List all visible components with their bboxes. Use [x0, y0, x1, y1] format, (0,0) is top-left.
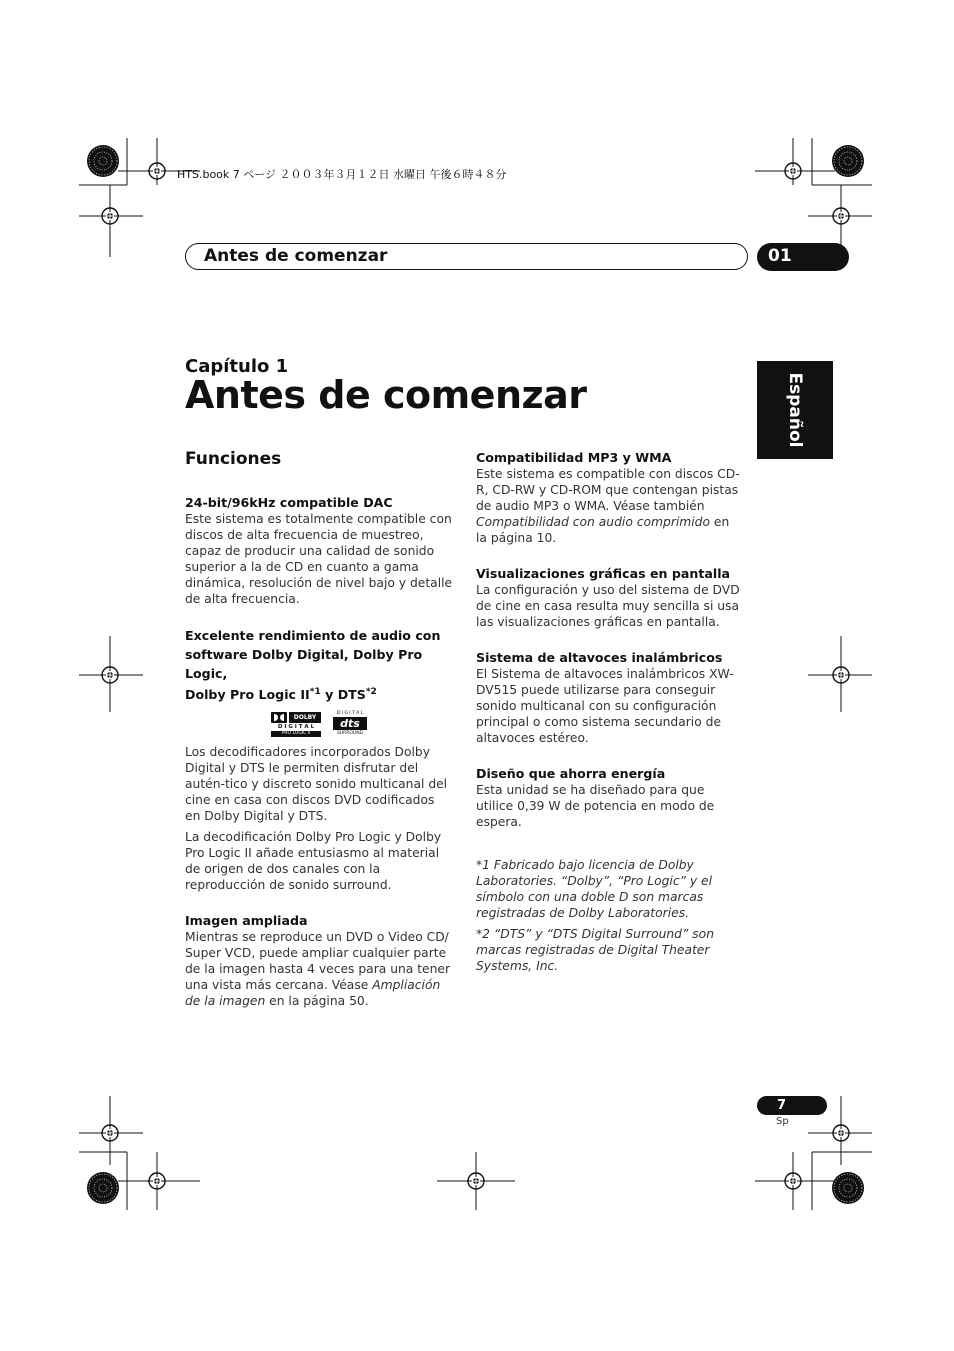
chapter-number: 01: [768, 246, 792, 266]
dts-logo-mid: dts: [333, 717, 367, 730]
dac-heading: 24-bit/96kHz compatible DAC: [185, 495, 393, 510]
footnote-2: *2 “DTS” y “DTS Digital Surround” son marcas registradas de Digital Theater Systems, Inc.: [476, 927, 714, 973]
dolby-logo-mid: D I G I T A L: [277, 724, 315, 731]
dolby-body-1: Los decodificadores incorporados Dolby Digital y DTS le permiten disfrutar del autén-tico y discreto sonido multicanal del cine en casa con discos DVD codificados en Dolby Digital y DTS.: [185, 745, 448, 824]
osd-heading: Visualizaciones gráficas en pantalla: [476, 566, 731, 581]
dts-logo-bottom: SURROUND: [336, 731, 364, 737]
dolby-body-2: La decodificación Dolby Pro Logic y Dolby Pro Logic II añade entusiasmo al material de origen de dos canales con la reproducción de sonido surround.: [185, 830, 442, 893]
print-info-line: HTS.book 7 ページ ２００３年３月１２日 水曜日 午後６時４８分: [177, 168, 507, 181]
dolby-digital-logo: [271, 712, 321, 736]
dts-logo: [333, 711, 367, 737]
page-title: Antes de comenzar: [185, 373, 587, 417]
wireless-body: El Sistema de altavoces inalámbricos XW-DV515 puede utilizarse para conseguir sonido multicanal con su configuración principal o como sistema secundario de altavoces estéreo.: [476, 667, 734, 745]
dolby-dd-icon: [271, 712, 287, 723]
left-column: [185, 448, 453, 1009]
footnote-1: *1 Fabricado bajo licencia de Dolby Laboratories. “Dolby”, “Pro Logic” y el símbolo con una doble D son marcas registradas de Dolby Laboratories.: [476, 858, 713, 920]
zoom-body: Mientras se reproduce un DVD o Video CD/ Super VCD, puede ampliar cualquier parte de la imagen hasta 4 veces para una tener una vista más cercana. Véase Ampliación de la imagen en la página 50.: [185, 930, 451, 1009]
page-number-badge: [757, 1096, 827, 1115]
mp3-body: Este sistema es compatible con discos CD-R, CD-RW y CD-ROM que contengan pistas de audio MP3 o WMA. Véase también Compatibilidad con audio comprimido en la página 10.: [476, 467, 740, 545]
mp3-heading: Compatibilidad MP3 y WMA: [476, 450, 672, 465]
page-language-code: Sp: [776, 1116, 789, 1127]
header-title: Antes de comenzar: [204, 246, 388, 266]
dts-logo-top: D I G I T A L: [336, 711, 364, 717]
audio-format-logos: [185, 704, 453, 744]
page-number: 7: [777, 1098, 787, 1113]
dolby-logo-top: DOLBY: [289, 712, 321, 723]
zoom-heading: Imagen ampliada: [185, 913, 308, 929]
dolby-logo-bottom: PRO LOGIC II: [271, 731, 321, 737]
language-tab-label: Español: [785, 372, 805, 448]
chapter-label: Capítulo 1: [185, 356, 289, 377]
section-title-funciones: Funciones: [185, 449, 282, 469]
right-column: [476, 449, 744, 974]
osd-body: La configuración y uso del sistema de DVD de cine en casa resulta muy sencilla si usa las visualizaciones gráficas en pantalla.: [476, 583, 740, 629]
wireless-heading: Sistema de altavoces inalámbricos: [476, 650, 723, 665]
energy-heading: Diseño que ahorra energía: [476, 766, 666, 781]
energy-body: Esta unidad se ha diseñado para que utilice 0,39 W de potencia en modo de espera.: [476, 783, 715, 829]
dolby-heading: Excelente rendimiento de audio con software Dolby Digital, Dolby Pro Logic, Dolby Pro Logic II$^{*1}$ y DTS$^{*2}$: [185, 628, 441, 703]
dac-body: Este sistema es totalmente compatible con discos de alta frecuencia de muestreo, capaz de producir una calidad de sonido superior a la de CD en cuanto a gama dinámica, resolución de nivel bajo y detalle de alta frecuencia.: [185, 512, 453, 606]
